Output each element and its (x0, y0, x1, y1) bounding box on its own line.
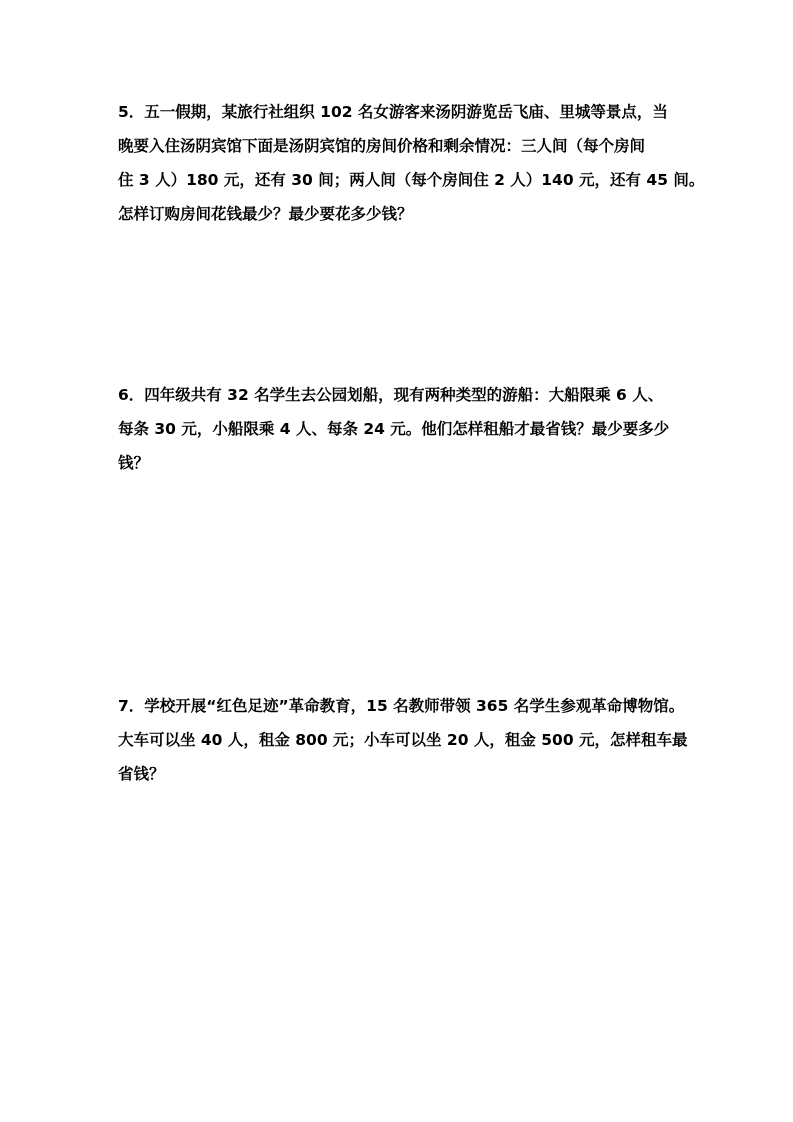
question-5 (118, 95, 705, 231)
question-line: 怎样订购房间花钱最少？最少要花多少钱？ (118, 205, 413, 223)
question-line: 省钱？ (118, 765, 165, 783)
question-line: 大车可以坐 40 人，租金 800 元；小车可以坐 20 人，租金 500 元，怎样租车最 (118, 731, 688, 749)
question-line: 晚要入住汤阴宾馆下面是汤阴宾馆的房间价格和剩余情况：三人间（每个房间 (118, 137, 646, 155)
question-7 (118, 689, 698, 791)
question-line: 每条 30 元，小船限乘 4 人、每条 24 元。他们怎样租船才最省钱？最少要多少 (118, 420, 670, 438)
question-line: 7．学校开展“红色足迹”革命教育，15 名教师带领 365 名学生参观革命博物馆。 (118, 697, 685, 715)
question-line: 6．四年级共有 32 名学生去公园划船，现有两种类型的游船：大船限乘 6 人、 (118, 386, 664, 404)
question-line: 5．五一假期，某旅行社组织 102 名女游客来汤阴游览岳飞庙、里城等景点，当 (118, 103, 668, 121)
question-line: 住 3 人）180 元，还有 30 间；两人间（每个房间住 2 人）140 元，还有 45 间。 (118, 171, 705, 189)
question-line: 钱？ (118, 454, 150, 472)
question-6 (118, 378, 698, 480)
